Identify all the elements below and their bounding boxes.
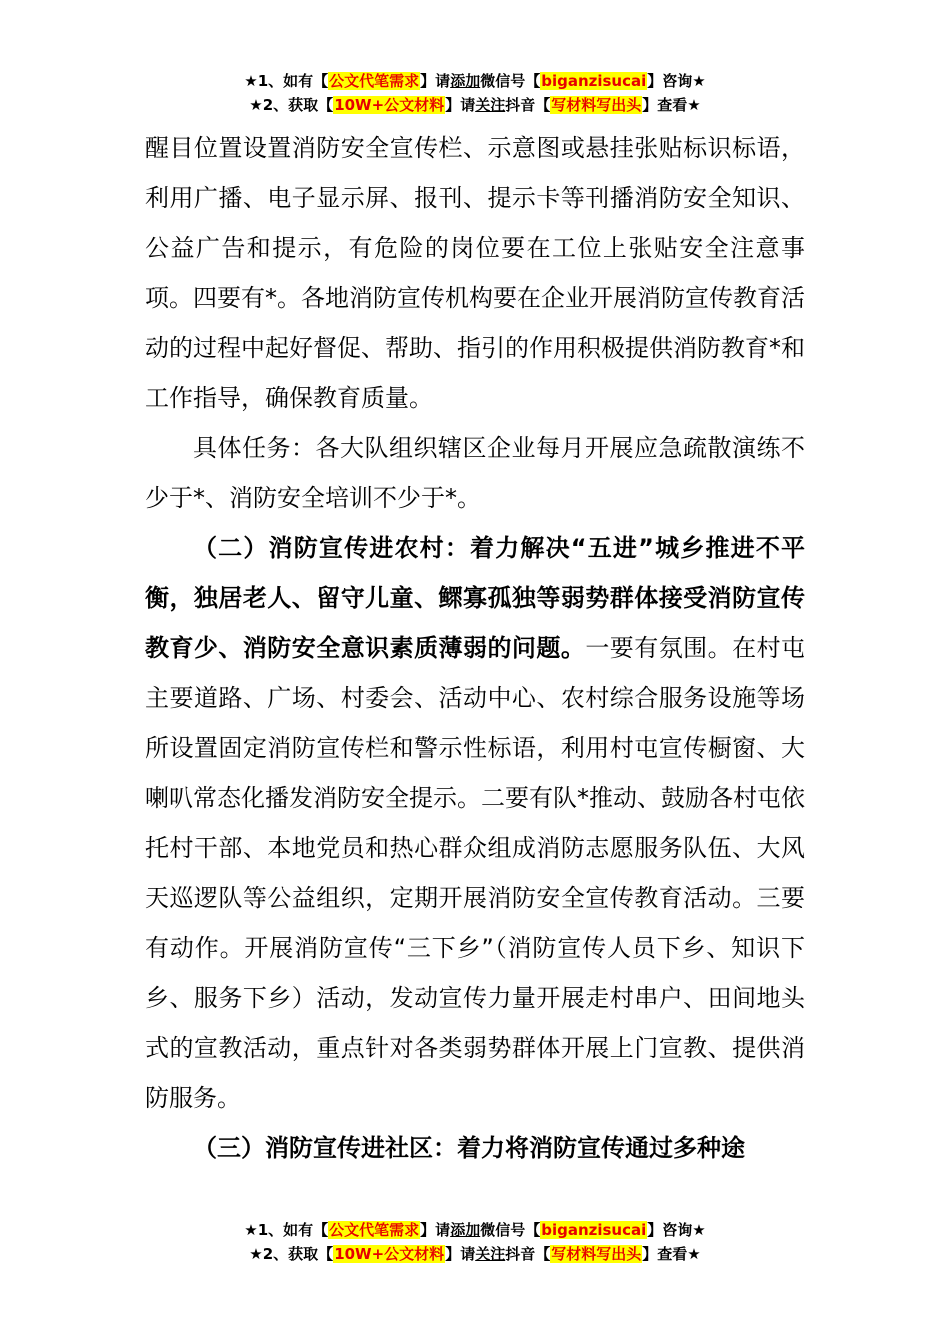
paragraph-community-section — [145, 1123, 805, 1173]
section-heading-community: （三）消防宣传进社区：着力将消防宣传通过多种途 — [193, 1134, 745, 1162]
highlight-wechat-id: biganzisucai — [541, 1221, 647, 1239]
section-heading-rural: （二）消防宣传进农村：着力解决“五进”城乡推进不平衡，独居老人、留守儿童、鳏寡孤独等弱势群体接受消防宣传教育少、消防安全意识素质薄弱的问题。 — [145, 534, 805, 662]
highlight-service: 公文代笔需求 — [329, 1221, 420, 1239]
banner-text: 1、如有【 — [257, 1221, 329, 1239]
highlight-service: 公文代笔需求 — [329, 72, 420, 90]
header-banner — [0, 70, 950, 118]
underlined-text: 添加 — [450, 1221, 481, 1239]
banner-text: 】查看★ — [642, 1245, 701, 1263]
banner-text: 微信号【 — [480, 72, 541, 90]
banner-text: 】请 — [445, 1245, 476, 1263]
banner-text: 】咨询★ — [647, 1221, 706, 1239]
banner-text: 】请 — [445, 96, 476, 114]
banner-line-2 — [0, 94, 950, 118]
star-icon: ★ — [244, 1221, 258, 1239]
star-icon: ★ — [249, 1245, 263, 1263]
banner-text: 2、获取【 — [262, 96, 334, 114]
banner-text: 】咨询★ — [647, 72, 706, 90]
paragraph-specific-task: 具体任务：各大队组织辖区企业每月开展应急疏散演练不少于*、消防安全培训不少于*。 — [145, 434, 805, 512]
star-icon: ★ — [244, 72, 258, 90]
banner-line-1 — [0, 1219, 950, 1243]
highlight-materials: 10W+公文材料 — [334, 96, 445, 114]
star-icon: ★ — [249, 96, 263, 114]
banner-line-2 — [0, 1243, 950, 1267]
paragraph-rural-section — [145, 523, 805, 1123]
underlined-text: 添加 — [450, 72, 481, 90]
banner-text: 抖音【 — [505, 96, 551, 114]
banner-text: 】请 — [420, 1221, 451, 1239]
banner-text: 抖音【 — [505, 1245, 551, 1263]
highlight-materials: 10W+公文材料 — [334, 1245, 445, 1263]
section-body-rural: 一要有氛围。在村屯主要道路、广场、村委会、活动中心、农村综合服务设施等场所设置固定消防宣传栏和警示性标语，利用村屯宣传橱窗、大喇叭常态化播发消防安全提示。二要有队*推动、鼓励各村屯依托村干部、本地党员和热心群众组成消防志愿服务队伍、大风天巡逻队等公益组织，定期开展消防安全宣传教育活动。三要有动作。开展消防宣传“三下乡”（消防宣传人员下乡、知识下乡、服务下乡）活动，发动宣传力量开展走村串户、田间地头式的宣教活动，重点针对各类弱势群体开展上门宣教、提供消防服务。 — [145, 634, 806, 1112]
paragraph-continuation: 醒目位置设置消防安全宣传栏、示意图或悬挂张贴标识标语，利用广播、电子显示屏、报刊、提示卡等刊播消防安全知识、公益广告和提示，有危险的岗位要在工位上张贴安全注意事项。四要有*。各地消防宣传机构要在企业开展消防宣传教育活动的过程中起好督促、帮助、指引的作用积极提供消防教育*和工作指导，确保教育质量。 — [145, 134, 805, 412]
underlined-text: 关注 — [475, 96, 506, 114]
footer-banner — [0, 1219, 950, 1267]
banner-line-1 — [0, 70, 950, 94]
banner-text: 微信号【 — [480, 1221, 541, 1239]
banner-text: 】请 — [420, 72, 451, 90]
banner-text: 】查看★ — [642, 96, 701, 114]
highlight-douyin: 写材料写出头 — [551, 1245, 642, 1263]
highlight-douyin: 写材料写出头 — [551, 96, 642, 114]
highlight-wechat-id: biganzisucai — [541, 72, 647, 90]
document-body — [145, 123, 805, 1173]
underlined-text: 关注 — [475, 1245, 506, 1263]
banner-text: 1、如有【 — [257, 72, 329, 90]
banner-text: 2、获取【 — [262, 1245, 334, 1263]
